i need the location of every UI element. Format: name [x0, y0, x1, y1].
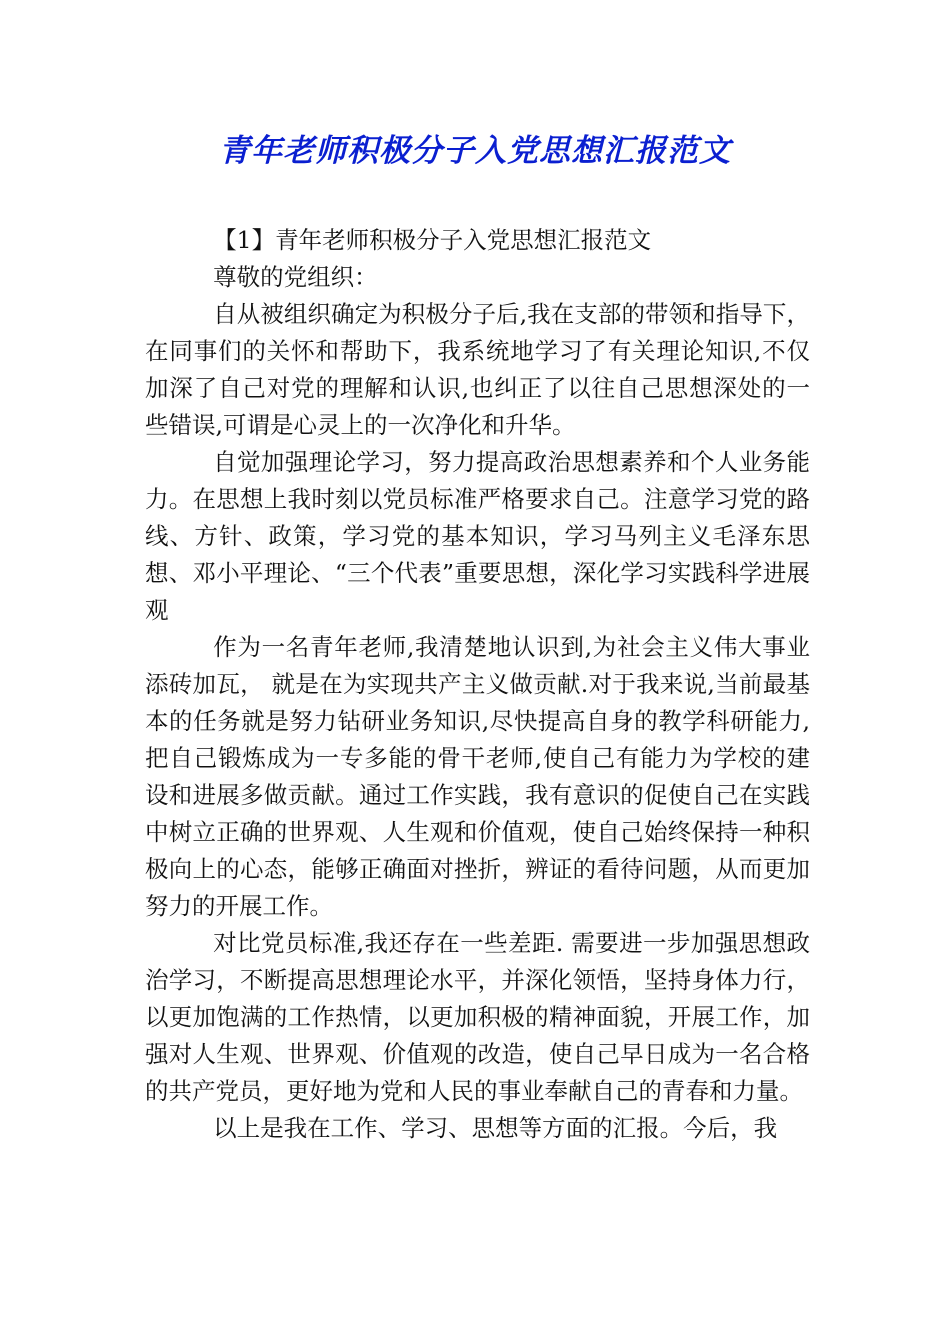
document-body	[145, 222, 810, 1147]
body-paragraph: 自从被组织确定为积极分子后,我在支部的带领和指导下，在同事们的关怀和帮助下，我系统地学习了有关理论知识,不仅加深了自己对党的理解和认识,也纠正了以往自己思想深处的一些错误,可谓是心灵上的一次净化和升华。	[145, 300, 810, 439]
document-title: 青年老师积极分子入党思想汇报范文	[219, 133, 731, 169]
body-paragraph: 以上是我在工作、学习、思想等方面的汇报。今后，我	[213, 1114, 778, 1142]
section-heading: 【1】青年老师积极分子入党思想汇报范文	[213, 226, 652, 254]
body-paragraph: 对比党员标准,我还存在一些差距. 需要进一步加强思想政治学习，不断提高思想理论水平，并深化领悟，坚持身体力行，以更加饱满的工作热情，以更加积极的精神面貌，开展工作，加强对人生观、世界观、价值观的改造，使自己早日成为一名合格的共产党员，更好地为党和人民的事业奉献自己的青春和力量。	[145, 929, 810, 1105]
body-paragraph: 作为一名青年老师,我清楚地认识到,为社会主义伟大事业添砖加瓦， 就是在为实现共产主义做贡献.对于我来说,当前最基本的任务就是努力钻研业务知识,尽快提高自身的教学科研能力,把自己锻炼成为一专多能的骨干老师,使自己有能力为学校的建设和进展多做贡献。通过工作实践，我有意识的促使自己在实践中树立正确的世界观、人生观和价值观，使自己始终保持一种积极向上的心态，能够正确面对挫折，辨证的看待问题，从而更加努力的开展工作。	[145, 633, 810, 920]
body-paragraph: 自觉加强理论学习，努力提高政治思想素养和个人业务能力。在思想上我时刻以党员标准严格要求自己。注意学习党的路线、方针、政策，学习党的基本知识，学习马列主义毛泽东思想、邓小平理论、“三个代表”重要思想，深化学习实践科学进展观	[145, 448, 810, 624]
salutation: 尊敬的党组织：	[213, 263, 378, 291]
